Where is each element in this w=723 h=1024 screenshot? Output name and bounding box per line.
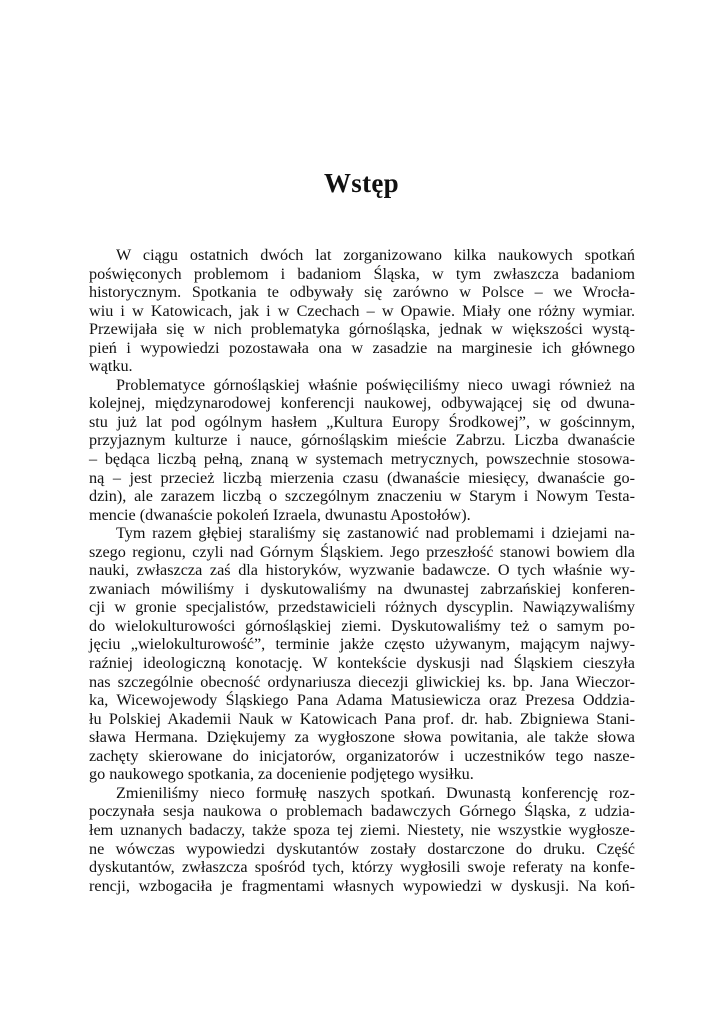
text-line: ną – jest przecież liczbą mierzenia czasu (dwanaście miesięcy, dwanaście go-	[89, 468, 635, 487]
text-line: go naukowego spotkania, za docenienie podjętego wysiłku.	[89, 765, 474, 784]
text-line: łu Polskiej Akademii Nauk w Katowicach Pana prof. dr. hab. Zbigniewa Stani-	[89, 709, 635, 728]
text-line: pień i wypowiedzi pozostawała ona w zasadzie na marginesie ich głównego	[89, 338, 635, 357]
text-line: – będąca liczbą pełną, znaną w systemach metrycznych, powszechnie stosowa-	[89, 450, 635, 469]
text-line: zachęty skierowane do inicjatorów, organizatorów i uczestników tego nasze-	[89, 746, 635, 765]
text-line: stu już lat pod ogólnym hasłem „Kultura Europy Środkowej”, w gościnnym,	[89, 412, 635, 431]
text-line: sława Hermana. Dziękujemy za wygłoszone słowa powitania, ale także słowa	[89, 728, 635, 747]
text-line: zwaniach mówiliśmy i dyskutowaliśmy na dwunastej zabrzańskiej konferen-	[89, 579, 635, 598]
text-line: szego regionu, czyli nad Górnym Śląskiem. Jego przeszłość stanowi bowiem dla	[89, 542, 635, 561]
text-line: Tym razem głębiej staraliśmy się zastanowić nad problemami i dziejami na-	[116, 524, 635, 543]
body-text	[89, 246, 635, 895]
text-line: wątku.	[89, 357, 133, 376]
text-line: cji w gronie specjalistów, przedstawicieli różnych dyscyplin. Nawiązywaliśmy	[89, 598, 635, 617]
text-line: Przewijała się w nich problematyka górnośląska, jednak w większości wystą-	[89, 320, 635, 339]
text-line: dzin), ale zarazem liczbą o szczególnym znaczeniu w Starym i Nowym Testa-	[89, 487, 635, 506]
text-line: ne wówczas wypowiedzi dyskutantów zostały dostarczone do druku. Część	[89, 839, 635, 858]
text-line: Problematyce górnośląskiej właśnie poświęciliśmy nieco uwagi również na	[116, 375, 635, 394]
text-line: kolejnej, międzynarodowej konferencji naukowej, odbywającej się od dwuna-	[89, 394, 635, 413]
text-line: nas szczególnie obecność ordynariusza diecezji gliwickiej ks. bp. Jana Wieczor-	[89, 672, 635, 691]
text-line: W ciągu ostatnich dwóch lat zorganizowano kilka naukowych spotkań	[116, 246, 635, 264]
text-line: dyskutantów, zwłaszcza spośród tych, którzy wygłosili swoje referaty na konfe-	[89, 858, 635, 877]
text-line: łem uznanych badaczy, także spoza tej ziemi. Niestety, nie wszystkie wygłosze-	[89, 820, 635, 839]
text-line: do wielokulturowości górnośląskiej ziemi. Dyskutowaliśmy też o samym po-	[89, 616, 635, 635]
text-line: nauki, zwłaszcza zaś dla historyków, wyzwanie badawcze. O tych właśnie wy-	[89, 561, 635, 580]
text-line: przyjaznym kulturze i nauce, górnośląskim mieście Zabrzu. Liczba dwanaście	[89, 431, 635, 450]
text-line: ka, Wicewojewody Śląskiego Pana Adama Matusiewicza oraz Prezesa Oddzia-	[89, 691, 635, 710]
text-line: mencie (dwanaście pokoleń Izraela, dwunastu Apostołów).	[89, 505, 471, 524]
text-line: raźniej ideologiczną konotację. W kontekście dyskusji nad Śląskiem cieszyła	[89, 654, 635, 673]
text-line: Zmieniliśmy nieco formułę naszych spotkań. Dwunastą konferencję roz-	[116, 783, 635, 802]
text-line: rencji, wzbogaciła je fragmentami własnych wypowiedzi w dyskusji. Na koń-	[89, 876, 635, 895]
text-line: jęciu „wielokulturowość”, terminie jakże często używanym, mającym najwy-	[89, 635, 635, 654]
text-line: poświęconych problemom i badaniom Śląska, w tym zwłaszcza badaniom	[89, 264, 635, 283]
text-line: poczynała sesja naukowa o problemach badawczych Górnego Śląska, z udzia-	[89, 802, 635, 821]
text-line: wiu i w Katowicach, jak i w Czechach – w Opawie. Miały one różny wymiar.	[89, 301, 635, 320]
page-title: Wstęp	[324, 168, 399, 198]
text-line: historycznym. Spotkania te odbywały się zarówno w Polsce – we Wrocła-	[89, 283, 635, 302]
